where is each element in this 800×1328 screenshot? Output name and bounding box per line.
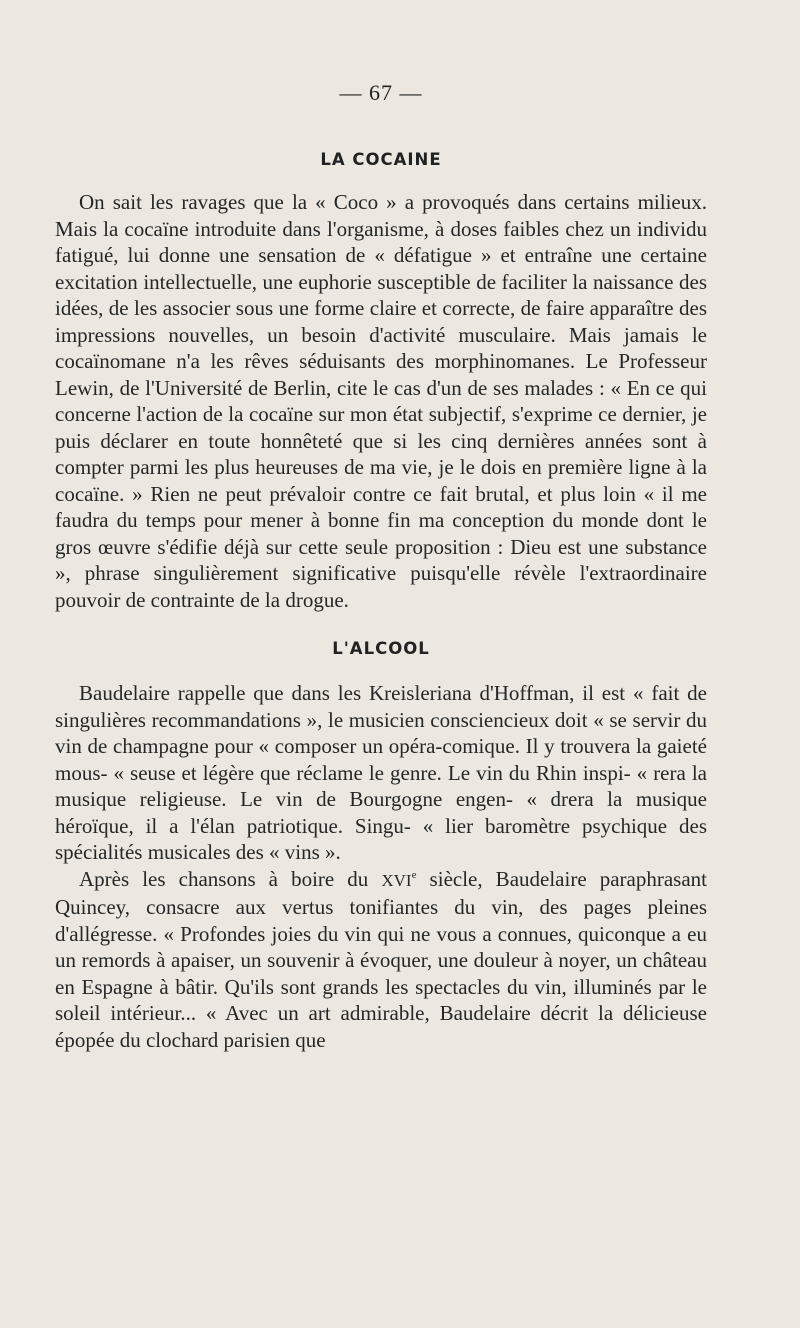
century-numeral: XVI <box>381 870 412 890</box>
book-page <box>55 80 707 1053</box>
paragraph-text-after-century: siècle, Baudelaire paraphrasant Quincey, consacre aux vertus tonifiantes du vin, des pages pleines d'allégresse. « Profondes joies du vin qui ne vous a connues, quiconque a eu un remords à apaiser, un souvenir à évoquer, une douleur à noyer, un château en Espagne à bâtir. Qu'ils sont grands les spectacles du vin, illuminés par le soleil intérieur... « Avec un art admirable, Baudelaire décrit la délicieuse épopée du clochard parisien que <box>55 866 707 1052</box>
century-superscript: e <box>411 868 417 881</box>
paragraph-text-before-century: Après les chansons à boire du <box>79 866 382 891</box>
section-title-cocaine: LA COCAINE <box>320 150 442 169</box>
page-number: — 67 — <box>339 80 423 105</box>
paragraph-baudelaire-kreisleriana: Baudelaire rappelle que dans les Kreisleriana d'Hoffman, il est « fait de singulières recommandations », le musicien consciencieux doit « se servir du vin de champagne pour « composer un opéra-comique. Il y trouvera la gaieté mous- « seuse et légère que réclame le genre. Le vin du Rhin inspi- « rera la musique religieuse. Le vin de Bourgogne engen- « drera la musique héroïque, il a l'élan patriotique. Singu- « lier baromètre psychique des spécialités musicales des « vins ». <box>55 681 707 864</box>
paragraph-cocaine: On sait les ravages que la « Coco » a provoqués dans certains milieux. Mais la cocaïne introduite dans l'organisme, à doses faibles chez un individu fatigué, lui donne une sensation de « défatigue » et entraîne une certaine excitation intellectuelle, une euphorie susceptible de faciliter la naissance des idées, de les associer sous une forme claire et correcte, de faire apparaître des impressions nouvelles, un besoin d'activité musculaire. Mais jamais le cocaïnomane n'a les rêves séduisants des morphinomanes. Le Professeur Lewin, de l'Université de Berlin, cite le cas d'un de ses malades : « En ce qui concerne l'action de la cocaïne sur mon état subjectif, s'exprime ce dernier, je puis déclarer en toute honnêteté que si les cinq dernières années sont à compter parmi les plus heureuses de ma vie, je le dois en première ligne à la cocaïne. » Rien ne peut prévaloir contre ce fait brutal, et plus loin « il me faudra du temps pour mener à bonne fin ma conception du monde dont le gros œuvre s'édifie déjà sur cette seule proposition : Dieu est une substance », phrase singulièrement significative puisqu'elle révèle l'extraordinaire pouvoir de contrainte de la drogue. <box>55 190 707 612</box>
paragraph-baudelaire-vin <box>55 866 707 1054</box>
section-title-alcool: L'ALCOOL <box>332 639 430 658</box>
